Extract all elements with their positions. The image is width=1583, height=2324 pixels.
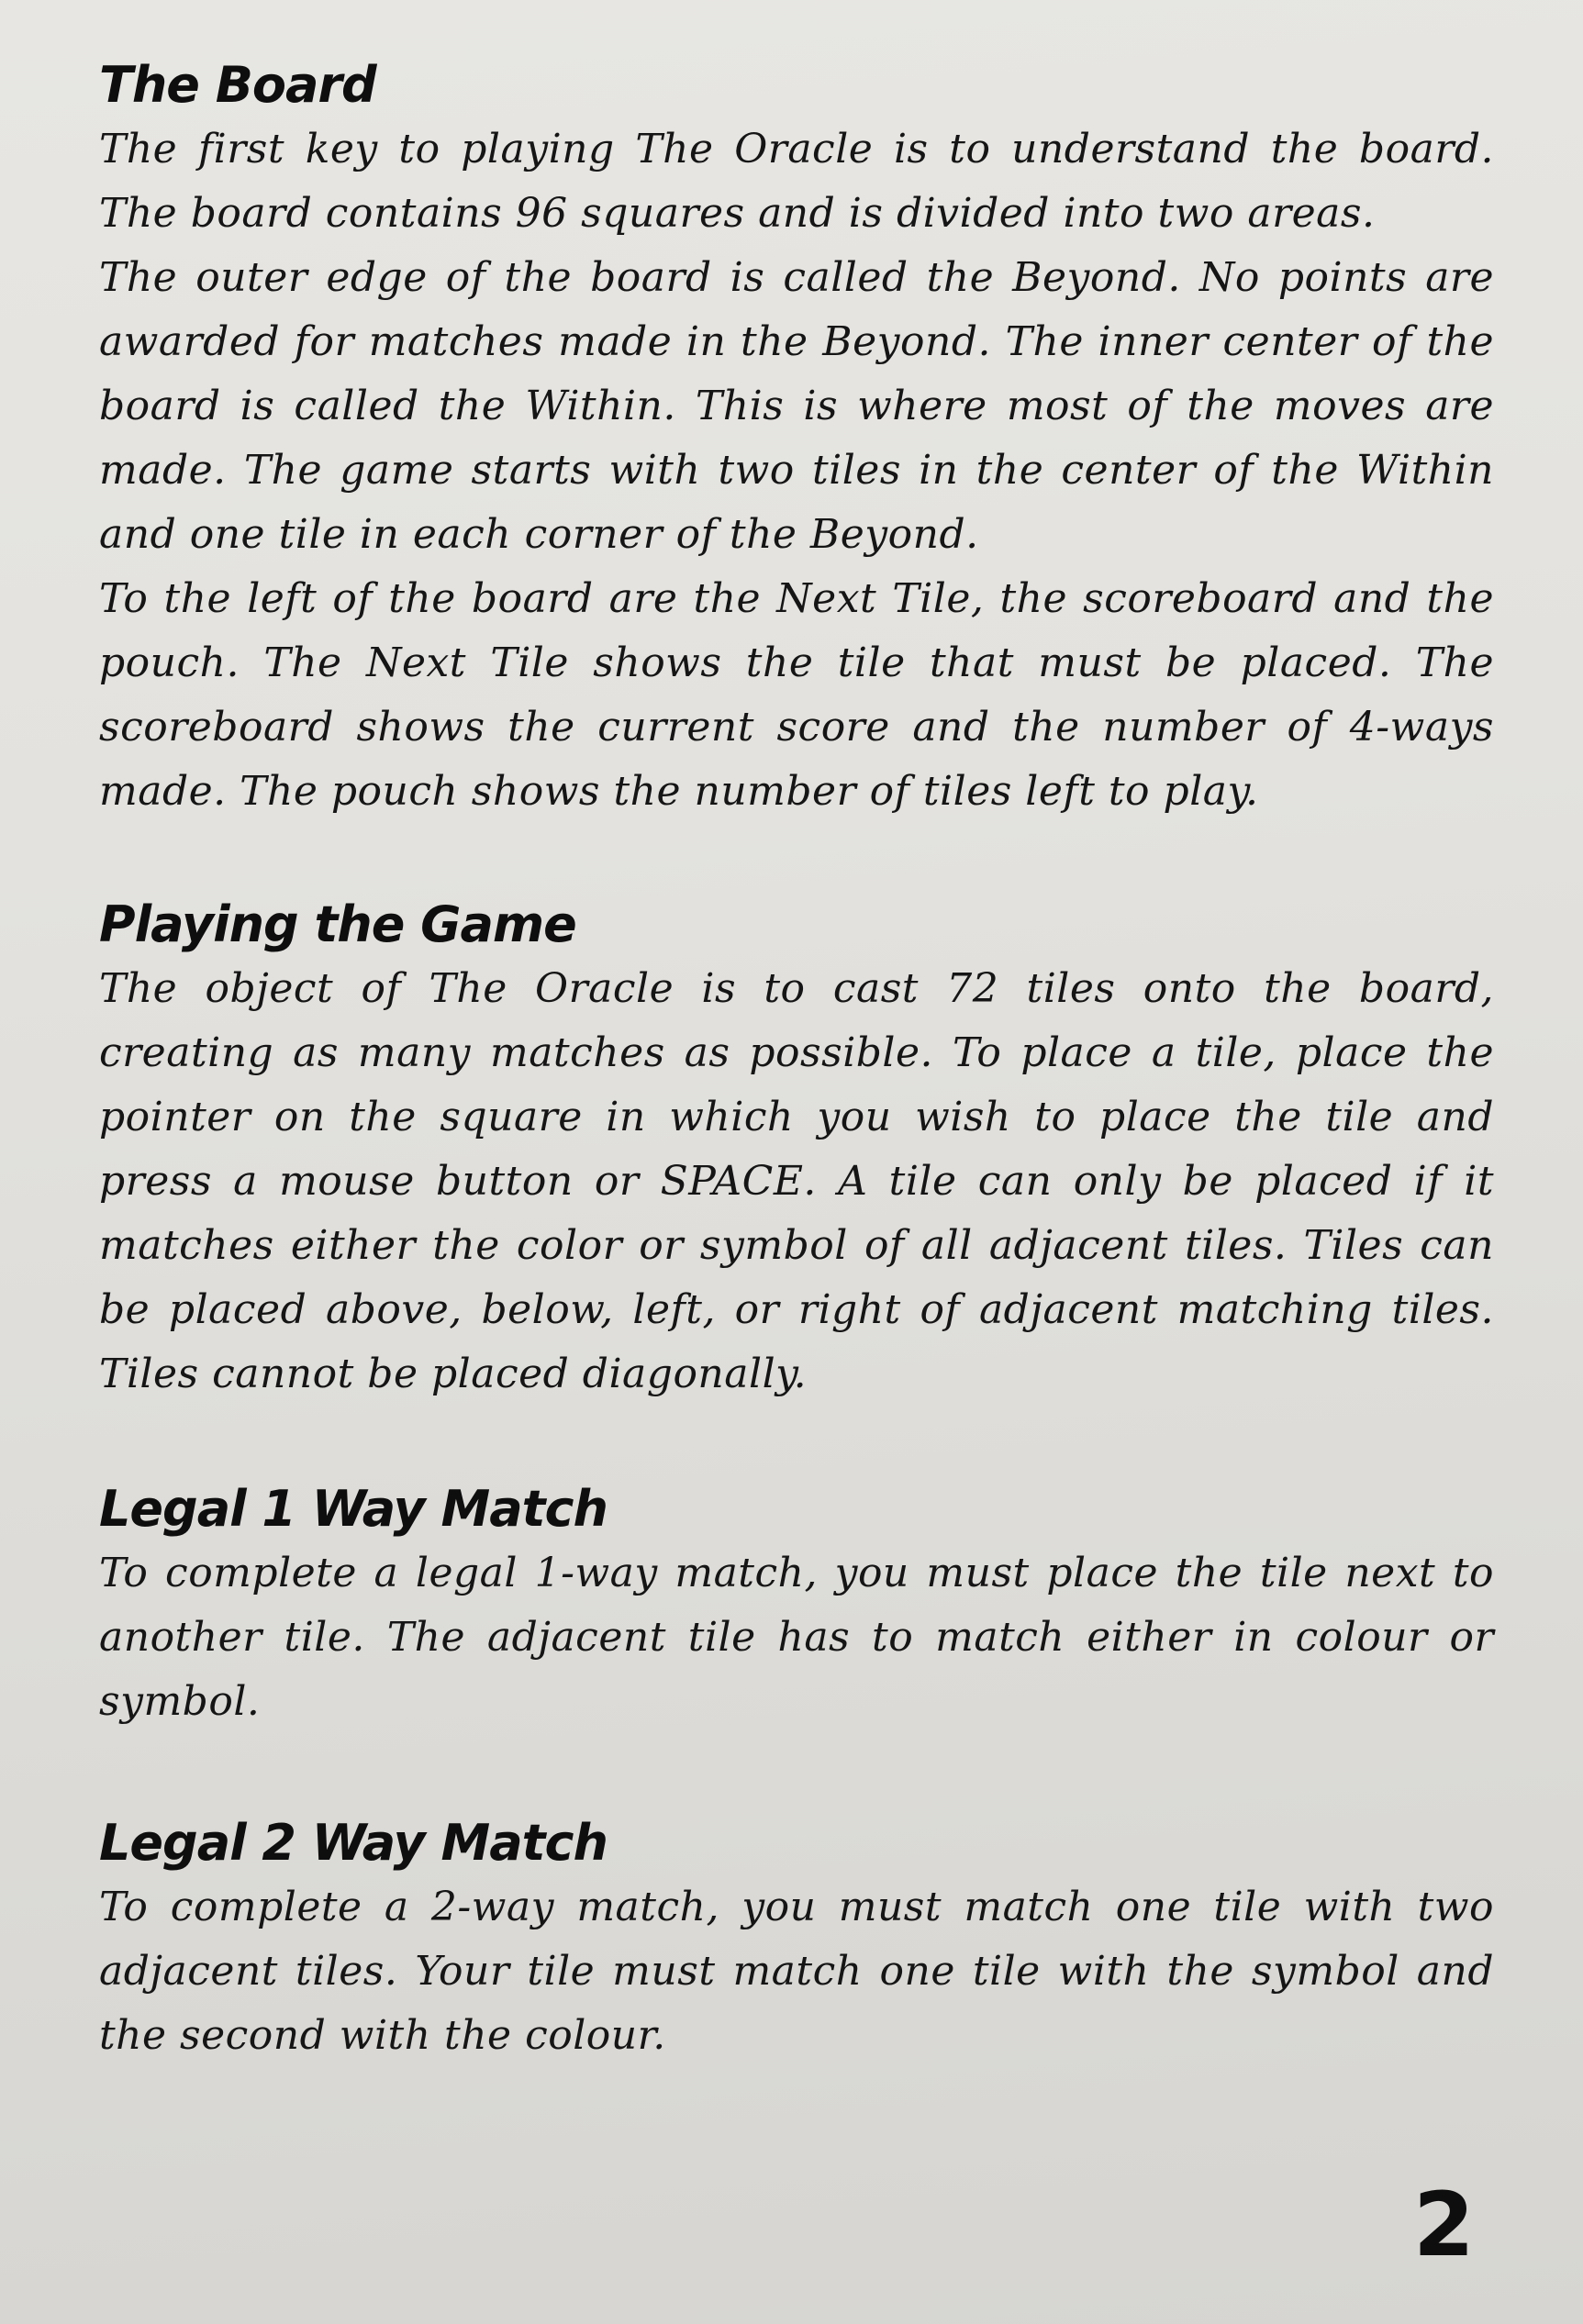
- manual-page: [99, 53, 1494, 2292]
- section-heading: Playing the Game: [99, 895, 576, 953]
- section-legal-2-way-match: [99, 1811, 1494, 2068]
- section-paragraph: To complete a legal 1-way match, you must place the tile next to another tile. The adjacent tile has to match either in colour or symbol.: [99, 1550, 1494, 1725]
- section-heading: The Board: [99, 56, 376, 114]
- section-heading: Legal 2 Way Match: [99, 1814, 608, 1872]
- section-paragraph: The first key to playing The Oracle is to understand the board. The board contains 96 squares and is divided into two areas.: [99, 126, 1494, 237]
- section-legal-1-way-match: [99, 1477, 1494, 1734]
- section-paragraph: To complete a 2-way match, you must match one tile with two adjacent tiles. Your tile must match one tile with the symbol and the second with the colour.: [99, 1884, 1494, 2059]
- page-number: 2: [1413, 2174, 1475, 2276]
- section-the-board: [99, 53, 1494, 824]
- section-paragraph: The outer edge of the board is called the Beyond. No points are awarded for matches made in the Beyond. The inner center of the board is called the Within. This is where most of the moves are made. The game starts with two tiles in the center of the Within and one tile in each corner of the Beyond.: [99, 254, 1494, 558]
- section-paragraph: The object of The Oracle is to cast 72 tiles onto the board, creating as many matches as possible. To place a tile, place the pointer on the square in which you wish to place the tile and press a mouse button or SPACE. A tile can only be placed if it matches either the color or symbol of all adjacent tiles. Tiles can be placed above, below, left, or right of adjacent matching tiles. Tiles cannot be placed diagonally.: [99, 965, 1494, 1397]
- section-heading: Legal 1 Way Match: [99, 1480, 608, 1538]
- section-playing-the-game: [99, 893, 1494, 1407]
- section-paragraph: To the left of the board are the Next Tile, the scoreboard and the pouch. The Next Tile shows the tile that must be placed. The scoreboard shows the current score and the number of 4-ways made. The pouch shows the number of tiles left to play.: [99, 575, 1494, 815]
